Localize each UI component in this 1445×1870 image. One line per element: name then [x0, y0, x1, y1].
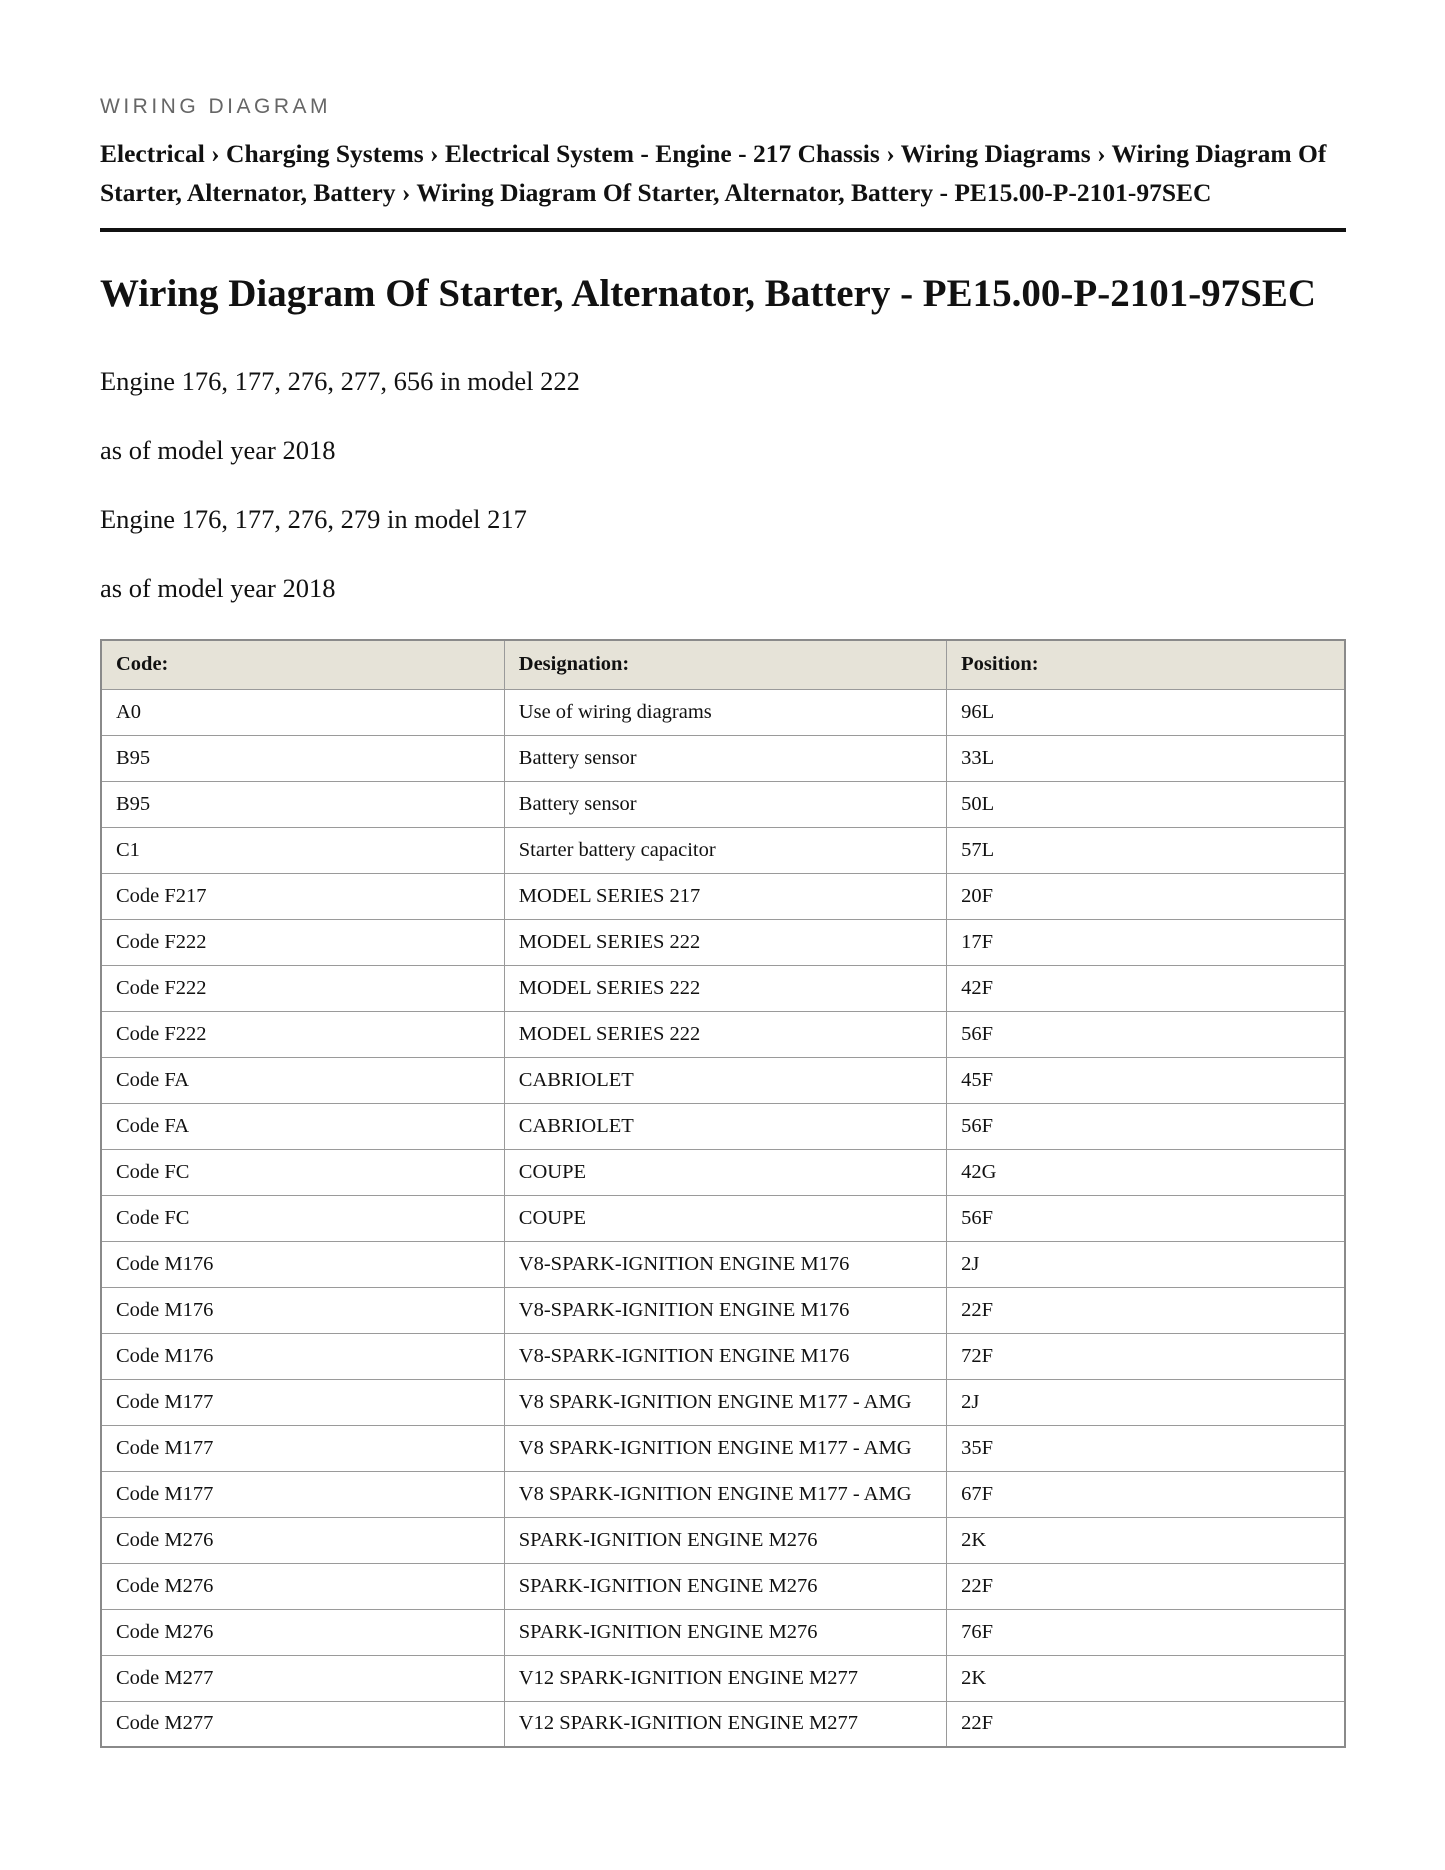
cell-designation: V8-SPARK-IGNITION ENGINE M176	[504, 1333, 946, 1379]
cell-code: Code F222	[101, 965, 504, 1011]
table-row	[101, 1655, 1345, 1701]
table-row	[101, 919, 1345, 965]
table-row	[101, 1563, 1345, 1609]
applicability-line: Engine 176, 177, 276, 277, 656 in model 222	[100, 366, 580, 396]
applicability-line: as of model year 2018	[100, 435, 336, 465]
table-row	[101, 1103, 1345, 1149]
table-row	[101, 827, 1345, 873]
cell-designation: V12 SPARK-IGNITION ENGINE M277	[504, 1655, 946, 1701]
cell-designation: COUPE	[504, 1195, 946, 1241]
cell-position: 56F	[947, 1011, 1345, 1057]
cell-code: Code M177	[101, 1379, 504, 1425]
cell-designation: MODEL SERIES 217	[504, 873, 946, 919]
page-title: Wiring Diagram Of Starter, Alternator, Battery - PE15.00-P-2101-97SEC	[100, 272, 1317, 315]
table-row	[101, 1517, 1345, 1563]
cell-designation: V8-SPARK-IGNITION ENGINE M176	[504, 1241, 946, 1287]
table-row	[101, 1333, 1345, 1379]
cell-code: Code FC	[101, 1195, 504, 1241]
cell-code: C1	[101, 827, 504, 873]
table-row	[101, 1425, 1345, 1471]
cell-code: Code M277	[101, 1701, 504, 1747]
cell-designation: V8 SPARK-IGNITION ENGINE M177 - AMG	[504, 1471, 946, 1517]
cell-position: 2J	[947, 1379, 1345, 1425]
cell-code: B95	[101, 781, 504, 827]
cell-designation: Starter battery capacitor	[504, 827, 946, 873]
table-row	[101, 965, 1345, 1011]
cell-designation: MODEL SERIES 222	[504, 1011, 946, 1057]
table-row	[101, 1287, 1345, 1333]
cell-position: 22F	[947, 1563, 1345, 1609]
cell-position: 22F	[947, 1701, 1345, 1747]
breadcrumb-item[interactable]: Charging Systems	[226, 139, 424, 168]
breadcrumb-item[interactable]: Wiring Diagrams	[900, 139, 1091, 168]
cell-designation: CABRIOLET	[504, 1103, 946, 1149]
cell-position: 72F	[947, 1333, 1345, 1379]
table-row	[101, 1149, 1345, 1195]
cell-designation: MODEL SERIES 222	[504, 919, 946, 965]
applicability-line: Engine 176, 177, 276, 279 in model 217	[100, 504, 527, 534]
cell-position: 42G	[947, 1149, 1345, 1195]
column-header-designation: Designation:	[504, 640, 946, 689]
cell-designation: SPARK-IGNITION ENGINE M276	[504, 1563, 946, 1609]
cell-code: A0	[101, 689, 504, 735]
table-row	[101, 735, 1345, 781]
cell-designation: COUPE	[504, 1149, 946, 1195]
applicability-line: as of model year 2018	[100, 573, 336, 603]
cell-code: Code M276	[101, 1517, 504, 1563]
cell-code: Code M177	[101, 1471, 504, 1517]
cell-designation: V12 SPARK-IGNITION ENGINE M277	[504, 1701, 946, 1747]
cell-position: 33L	[947, 735, 1345, 781]
table-row	[101, 1609, 1345, 1655]
breadcrumb-separator: ›	[401, 178, 411, 207]
table-row	[101, 1379, 1345, 1425]
cell-code: Code M177	[101, 1425, 504, 1471]
cell-position: 42F	[947, 965, 1345, 1011]
column-header-position: Position:	[947, 640, 1345, 689]
table-row	[101, 873, 1345, 919]
cell-designation: V8-SPARK-IGNITION ENGINE M176	[504, 1287, 946, 1333]
breadcrumb-separator: ›	[886, 139, 895, 168]
applicability-notes	[100, 364, 1345, 605]
cell-designation: Battery sensor	[504, 781, 946, 827]
cell-position: 50L	[947, 781, 1345, 827]
cell-position: 56F	[947, 1195, 1345, 1241]
cell-position: 67F	[947, 1471, 1345, 1517]
cell-code: Code FA	[101, 1103, 504, 1149]
cell-position: 45F	[947, 1057, 1345, 1103]
breadcrumb-separator: ›	[430, 139, 439, 168]
cell-code: Code M276	[101, 1609, 504, 1655]
cell-position: 2K	[947, 1517, 1345, 1563]
cell-code: Code F217	[101, 873, 504, 919]
cell-position: 20F	[947, 873, 1345, 919]
table-row	[101, 781, 1345, 827]
cell-code: Code M176	[101, 1287, 504, 1333]
cell-position: 17F	[947, 919, 1345, 965]
cell-code: Code M176	[101, 1333, 504, 1379]
cell-designation: Battery sensor	[504, 735, 946, 781]
cell-designation: V8 SPARK-IGNITION ENGINE M177 - AMG	[504, 1425, 946, 1471]
column-header-code: Code:	[101, 640, 504, 689]
breadcrumb-separator: ›	[1097, 139, 1106, 168]
cell-code: Code M276	[101, 1563, 504, 1609]
cell-position: 22F	[947, 1287, 1345, 1333]
breadcrumb-separator: ›	[211, 139, 220, 168]
table-row	[101, 689, 1345, 735]
cell-code: B95	[101, 735, 504, 781]
cell-designation: MODEL SERIES 222	[504, 965, 946, 1011]
cell-position: 2J	[947, 1241, 1345, 1287]
cell-code: Code F222	[101, 919, 504, 965]
breadcrumb	[100, 134, 1346, 232]
component-table	[100, 639, 1346, 1748]
table-row	[101, 1471, 1345, 1517]
cell-position: 35F	[947, 1425, 1345, 1471]
cell-code: Code M176	[101, 1241, 504, 1287]
table-header-row	[101, 640, 1345, 689]
cell-designation: Use of wiring diagrams	[504, 689, 946, 735]
breadcrumb-item[interactable]: Electrical System - Engine - 217 Chassis	[444, 139, 880, 168]
cell-position: 2K	[947, 1655, 1345, 1701]
cell-designation: SPARK-IGNITION ENGINE M276	[504, 1609, 946, 1655]
table-row	[101, 1701, 1345, 1747]
table-body	[101, 689, 1345, 1747]
cell-position: 57L	[947, 827, 1345, 873]
cell-position: 56F	[947, 1103, 1345, 1149]
cell-code: Code F222	[101, 1011, 504, 1057]
cell-code: Code FC	[101, 1149, 504, 1195]
table-row	[101, 1195, 1345, 1241]
cell-code: Code FA	[101, 1057, 504, 1103]
cell-designation: CABRIOLET	[504, 1057, 946, 1103]
breadcrumb-item[interactable]: Electrical	[100, 139, 205, 168]
cell-code: Code M277	[101, 1655, 504, 1701]
document-type-label: WIRING DIAGRAM	[100, 95, 331, 118]
table-row	[101, 1011, 1345, 1057]
table-row	[101, 1241, 1345, 1287]
cell-designation: V8 SPARK-IGNITION ENGINE M177 - AMG	[504, 1379, 946, 1425]
table-row	[101, 1057, 1345, 1103]
cell-position: 76F	[947, 1609, 1345, 1655]
breadcrumb-item[interactable]: Wiring Diagram Of Starter, Alternator, Battery	[100, 139, 1327, 207]
cell-position: 96L	[947, 689, 1345, 735]
breadcrumb-item[interactable]: Wiring Diagram Of Starter, Alternator, Battery - PE15.00-P-2101-97SEC	[416, 178, 1212, 207]
cell-designation: SPARK-IGNITION ENGINE M276	[504, 1517, 946, 1563]
